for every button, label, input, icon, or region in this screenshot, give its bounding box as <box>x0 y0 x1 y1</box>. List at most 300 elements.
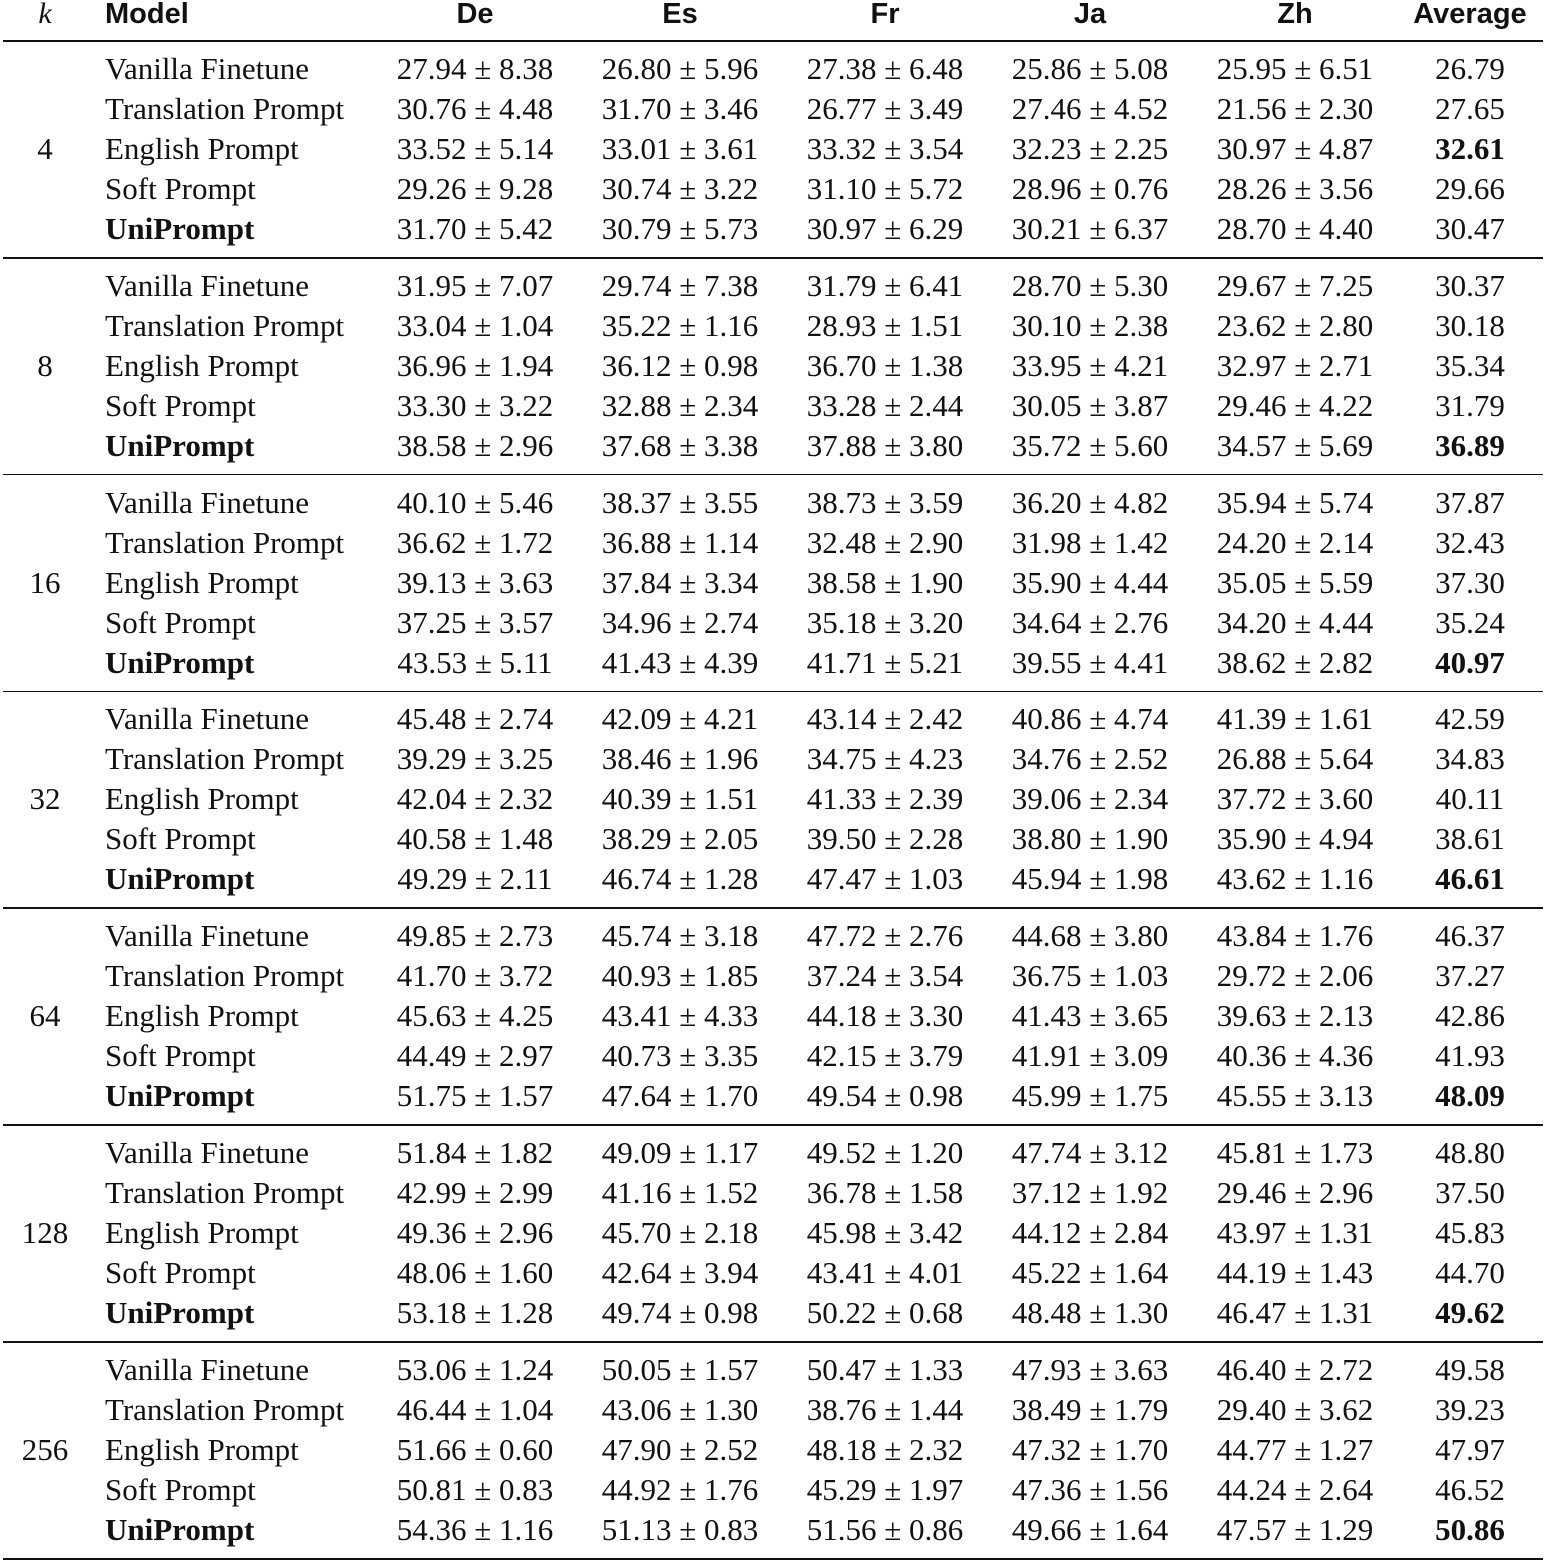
model-name: Translation Prompt <box>105 91 345 126</box>
group-separator <box>3 691 1543 693</box>
cell-es: 38.37 ± 3.55 <box>601 484 759 520</box>
cell-ja: 47.93 ± 3.63 <box>1011 1351 1169 1387</box>
cell-ja: 40.86 ± 4.74 <box>1011 701 1169 737</box>
cell-es: 29.74 ± 7.38 <box>601 267 759 303</box>
cell-es: 49.74 ± 0.98 <box>601 1295 759 1330</box>
cell-de: 54.36 ± 1.16 <box>396 1511 554 1547</box>
cell-ja: 39.55 ± 4.41 <box>1011 644 1169 680</box>
table-row <box>0 1350 1547 1390</box>
table-row <box>0 1213 1547 1253</box>
cell-ja: 39.06 ± 2.34 <box>1011 781 1169 817</box>
cell-zh: 25.95 ± 6.51 <box>1216 51 1374 86</box>
model-name: UniPrompt <box>105 1295 255 1330</box>
cell-fr: 38.58 ± 1.90 <box>806 564 964 600</box>
cell-average: 37.27 <box>1435 958 1505 994</box>
cell-fr: 31.79 ± 6.41 <box>806 267 964 303</box>
cell-es: 50.05 ± 1.57 <box>601 1351 759 1387</box>
cell-average: 34.83 <box>1435 741 1505 777</box>
cell-de: 40.10 ± 5.46 <box>396 484 554 520</box>
cell-ja: 28.70 ± 5.30 <box>1011 267 1169 303</box>
header-zh: Zh <box>1277 0 1313 30</box>
group-k-label: 128 <box>21 1215 69 1250</box>
cell-ja: 41.91 ± 3.09 <box>1011 1038 1169 1074</box>
cell-fr: 47.72 ± 2.76 <box>806 918 964 954</box>
table-row <box>0 306 1547 346</box>
model-name: Soft Prompt <box>105 387 256 423</box>
cell-ja: 38.80 ± 1.90 <box>1011 821 1169 857</box>
cell-average: 32.61 <box>1435 131 1505 166</box>
cell-fr: 48.18 ± 2.32 <box>806 1431 964 1467</box>
cell-de: 45.48 ± 2.74 <box>396 701 554 737</box>
cell-ja: 47.32 ± 1.70 <box>1011 1431 1169 1467</box>
model-name: Soft Prompt <box>105 1038 256 1074</box>
table-row <box>0 1430 1547 1470</box>
model-name: Translation Prompt <box>105 1175 345 1210</box>
cell-fr: 27.38 ± 6.48 <box>806 51 964 86</box>
group-separator <box>3 1124 1543 1126</box>
cell-zh: 30.97 ± 4.87 <box>1216 131 1374 166</box>
cell-es: 30.74 ± 3.22 <box>601 171 759 206</box>
group-k-label: 64 <box>29 998 61 1034</box>
cell-fr: 37.88 ± 3.80 <box>806 427 964 463</box>
cell-es: 35.22 ± 1.16 <box>601 307 759 343</box>
cell-es: 31.70 ± 3.46 <box>601 91 759 126</box>
group-k-label: 8 <box>37 347 53 383</box>
cell-zh: 29.46 ± 2.96 <box>1216 1175 1374 1210</box>
model-name: English Prompt <box>105 781 299 817</box>
cell-de: 44.49 ± 2.97 <box>396 1038 554 1074</box>
cell-fr: 45.98 ± 3.42 <box>806 1215 964 1250</box>
cell-de: 42.04 ± 2.32 <box>396 781 554 817</box>
cell-fr: 44.18 ± 3.30 <box>806 998 964 1034</box>
cell-zh: 32.97 ± 2.71 <box>1216 347 1374 383</box>
model-name: English Prompt <box>105 998 299 1034</box>
cell-average: 47.97 <box>1435 1431 1505 1467</box>
cell-fr: 43.41 ± 4.01 <box>806 1255 964 1290</box>
cell-average: 39.23 <box>1435 1391 1505 1427</box>
cell-average: 48.80 <box>1435 1135 1505 1170</box>
cell-average: 46.37 <box>1435 918 1505 954</box>
cell-fr: 49.52 ± 1.20 <box>806 1135 964 1170</box>
cell-zh: 45.81 ± 1.73 <box>1216 1135 1374 1170</box>
cell-es: 42.64 ± 3.94 <box>601 1255 759 1290</box>
cell-de: 42.99 ± 2.99 <box>396 1175 554 1210</box>
cell-zh: 43.84 ± 1.76 <box>1216 918 1374 954</box>
cell-de: 40.58 ± 1.48 <box>396 821 554 857</box>
cell-fr: 47.47 ± 1.03 <box>806 861 964 897</box>
cell-ja: 31.98 ± 1.42 <box>1011 524 1169 560</box>
cell-de: 49.29 ± 2.11 <box>397 861 553 897</box>
table-row <box>0 1510 1547 1550</box>
model-name: Vanilla Finetune <box>105 701 310 737</box>
cell-es: 34.96 ± 2.74 <box>601 604 759 640</box>
cell-fr: 42.15 ± 3.79 <box>806 1038 964 1074</box>
cell-de: 27.94 ± 8.38 <box>396 51 554 86</box>
cell-average: 41.93 <box>1435 1038 1505 1074</box>
cell-zh: 29.40 ± 3.62 <box>1216 1391 1374 1427</box>
cell-zh: 43.62 ± 1.16 <box>1216 861 1374 897</box>
cell-zh: 45.55 ± 3.13 <box>1216 1078 1374 1114</box>
cell-fr: 36.70 ± 1.38 <box>806 347 964 383</box>
cell-de: 29.26 ± 9.28 <box>396 171 554 206</box>
cell-ja: 38.49 ± 1.79 <box>1011 1391 1169 1427</box>
cell-es: 47.90 ± 2.52 <box>601 1431 759 1467</box>
group-separator <box>3 907 1543 909</box>
cell-zh: 34.57 ± 5.69 <box>1216 427 1374 463</box>
cell-average: 37.30 <box>1435 564 1505 600</box>
cell-zh: 24.20 ± 2.14 <box>1216 524 1374 560</box>
cell-de: 39.13 ± 3.63 <box>396 564 554 600</box>
cell-de: 36.96 ± 1.94 <box>396 347 554 383</box>
header-es: Es <box>662 0 698 30</box>
cell-es: 45.74 ± 3.18 <box>601 918 759 954</box>
table-row <box>0 1293 1547 1333</box>
cell-zh: 47.57 ± 1.29 <box>1216 1511 1374 1547</box>
cell-fr: 41.71 ± 5.21 <box>806 644 964 680</box>
table-row <box>0 996 1547 1036</box>
cell-zh: 46.40 ± 2.72 <box>1216 1351 1374 1387</box>
cell-average: 35.34 <box>1435 347 1505 383</box>
group-k-label: 16 <box>29 564 61 600</box>
table-row <box>0 859 1547 899</box>
cell-de: 38.58 ± 2.96 <box>396 427 554 463</box>
cell-average: 50.86 <box>1435 1511 1505 1547</box>
cell-average: 48.09 <box>1435 1078 1505 1114</box>
cell-average: 40.11 <box>1435 781 1505 817</box>
model-name: English Prompt <box>105 347 299 383</box>
cell-zh: 26.88 ± 5.64 <box>1216 741 1374 777</box>
cell-ja: 34.76 ± 2.52 <box>1011 741 1169 777</box>
cell-fr: 26.77 ± 3.49 <box>806 91 964 126</box>
cell-fr: 43.14 ± 2.42 <box>806 701 964 737</box>
cell-average: 46.61 <box>1435 861 1505 897</box>
model-name: Translation Prompt <box>105 741 345 777</box>
cell-ja: 35.72 ± 5.60 <box>1011 427 1169 463</box>
bottom-rule <box>3 1558 1543 1560</box>
cell-es: 46.74 ± 1.28 <box>601 861 759 897</box>
cell-average: 49.62 <box>1435 1295 1505 1330</box>
cell-ja: 41.43 ± 3.65 <box>1011 998 1169 1034</box>
model-name: Soft Prompt <box>105 821 256 857</box>
cell-ja: 30.10 ± 2.38 <box>1011 307 1169 343</box>
model-name: Vanilla Finetune <box>105 484 310 520</box>
cell-fr: 34.75 ± 4.23 <box>806 741 964 777</box>
cell-average: 36.89 <box>1435 427 1505 463</box>
cell-zh: 37.72 ± 3.60 <box>1216 781 1374 817</box>
table-row <box>0 209 1547 249</box>
model-name: UniPrompt <box>105 861 255 897</box>
model-name: UniPrompt <box>105 427 255 463</box>
cell-ja: 28.96 ± 0.76 <box>1011 171 1169 206</box>
table-row <box>0 523 1547 563</box>
table-row <box>0 49 1547 89</box>
cell-zh: 46.47 ± 1.31 <box>1216 1295 1374 1330</box>
cell-es: 44.92 ± 1.76 <box>601 1471 759 1507</box>
cell-ja: 33.95 ± 4.21 <box>1011 347 1169 383</box>
cell-zh: 23.62 ± 2.80 <box>1216 307 1374 343</box>
cell-average: 35.24 <box>1435 604 1505 640</box>
cell-fr: 39.50 ± 2.28 <box>806 821 964 857</box>
cell-de: 37.25 ± 3.57 <box>396 604 554 640</box>
cell-ja: 49.66 ± 1.64 <box>1011 1511 1169 1547</box>
cell-fr: 50.47 ± 1.33 <box>806 1351 964 1387</box>
table-row <box>0 386 1547 426</box>
cell-zh: 44.19 ± 1.43 <box>1216 1255 1374 1290</box>
model-name: English Prompt <box>105 1431 299 1467</box>
cell-de: 49.36 ± 2.96 <box>396 1215 554 1250</box>
cell-ja: 44.68 ± 3.80 <box>1011 918 1169 954</box>
cell-ja: 27.46 ± 4.52 <box>1011 91 1169 126</box>
cell-de: 33.30 ± 3.22 <box>396 387 554 423</box>
cell-de: 41.70 ± 3.72 <box>396 958 554 994</box>
cell-ja: 47.36 ± 1.56 <box>1011 1471 1169 1507</box>
table-row <box>0 643 1547 683</box>
cell-fr: 36.78 ± 1.58 <box>806 1175 964 1210</box>
cell-es: 38.29 ± 2.05 <box>601 821 759 857</box>
cell-zh: 44.24 ± 2.64 <box>1216 1471 1374 1507</box>
cell-zh: 35.05 ± 5.59 <box>1216 564 1374 600</box>
header-k: k <box>38 0 52 30</box>
cell-fr: 41.33 ± 2.39 <box>806 781 964 817</box>
group-separator <box>3 1341 1543 1343</box>
cell-es: 51.13 ± 0.83 <box>601 1511 759 1547</box>
cell-es: 37.84 ± 3.34 <box>601 564 759 600</box>
header-de: De <box>456 0 494 30</box>
cell-zh: 34.20 ± 4.44 <box>1216 604 1374 640</box>
cell-es: 32.88 ± 2.34 <box>601 387 759 423</box>
cell-de: 31.70 ± 5.42 <box>396 211 554 246</box>
model-name: UniPrompt <box>105 1078 255 1114</box>
cell-fr: 31.10 ± 5.72 <box>806 171 964 206</box>
table-row <box>0 1390 1547 1430</box>
cell-de: 51.84 ± 1.82 <box>396 1135 554 1170</box>
cell-fr: 50.22 ± 0.68 <box>806 1295 964 1330</box>
cell-average: 26.79 <box>1435 51 1505 86</box>
cell-ja: 32.23 ± 2.25 <box>1011 131 1169 166</box>
cell-fr: 33.32 ± 3.54 <box>806 131 964 166</box>
cell-zh: 43.97 ± 1.31 <box>1216 1215 1374 1250</box>
cell-de: 48.06 ± 1.60 <box>396 1255 554 1290</box>
cell-fr: 33.28 ± 2.44 <box>806 387 964 423</box>
cell-es: 45.70 ± 2.18 <box>601 1215 759 1250</box>
cell-ja: 30.05 ± 3.87 <box>1011 387 1169 423</box>
cell-es: 37.68 ± 3.38 <box>601 427 759 463</box>
cell-de: 53.18 ± 1.28 <box>396 1295 554 1330</box>
cell-average: 30.18 <box>1435 307 1505 343</box>
cell-es: 41.43 ± 4.39 <box>601 644 759 680</box>
cell-de: 33.04 ± 1.04 <box>396 307 554 343</box>
cell-average: 40.97 <box>1435 644 1505 680</box>
group-k-label: 4 <box>37 131 53 166</box>
cell-zh: 35.90 ± 4.94 <box>1216 821 1374 857</box>
table-row <box>0 346 1547 386</box>
cell-es: 26.80 ± 5.96 <box>601 51 759 86</box>
header-average: Average <box>1413 0 1527 30</box>
cell-zh: 29.67 ± 7.25 <box>1216 267 1374 303</box>
table-row <box>0 699 1547 739</box>
table-row <box>0 563 1547 603</box>
cell-ja: 45.99 ± 1.75 <box>1011 1078 1169 1114</box>
model-name: UniPrompt <box>105 1511 255 1547</box>
cell-average: 42.59 <box>1435 701 1505 737</box>
cell-fr: 37.24 ± 3.54 <box>806 958 964 994</box>
cell-de: 43.53 ± 5.11 <box>397 644 553 680</box>
cell-es: 43.06 ± 1.30 <box>601 1391 759 1427</box>
cell-de: 45.63 ± 4.25 <box>396 998 554 1034</box>
cell-es: 43.41 ± 4.33 <box>601 998 759 1034</box>
cell-de: 33.52 ± 5.14 <box>396 131 554 166</box>
cell-ja: 30.21 ± 6.37 <box>1011 211 1169 246</box>
cell-zh: 38.62 ± 2.82 <box>1216 644 1374 680</box>
cell-de: 46.44 ± 1.04 <box>396 1391 554 1427</box>
cell-fr: 30.97 ± 6.29 <box>806 211 964 246</box>
model-name: Translation Prompt <box>105 524 345 560</box>
cell-de: 49.85 ± 2.73 <box>396 918 554 954</box>
cell-es: 42.09 ± 4.21 <box>601 701 759 737</box>
cell-zh: 28.70 ± 4.40 <box>1216 211 1374 246</box>
cell-ja: 25.86 ± 5.08 <box>1011 51 1169 86</box>
cell-es: 36.12 ± 0.98 <box>601 347 759 383</box>
table-row <box>0 89 1547 129</box>
model-name: Translation Prompt <box>105 1391 345 1427</box>
cell-zh: 40.36 ± 4.36 <box>1216 1038 1374 1074</box>
model-name: Soft Prompt <box>105 1255 256 1290</box>
table-row <box>0 1253 1547 1293</box>
table-row <box>0 169 1547 209</box>
table-row <box>0 483 1547 523</box>
table-row <box>0 916 1547 956</box>
cell-ja: 36.75 ± 1.03 <box>1011 958 1169 994</box>
header-ja: Ja <box>1073 0 1107 30</box>
cell-zh: 39.63 ± 2.13 <box>1216 998 1374 1034</box>
table-row <box>0 129 1547 169</box>
table-row <box>0 819 1547 859</box>
cell-fr: 38.76 ± 1.44 <box>806 1391 964 1427</box>
header-rule <box>3 40 1543 42</box>
cell-ja: 44.12 ± 2.84 <box>1011 1215 1169 1250</box>
cell-fr: 28.93 ± 1.51 <box>806 307 964 343</box>
cell-de: 36.62 ± 1.72 <box>396 524 554 560</box>
table-row <box>0 603 1547 643</box>
model-name: English Prompt <box>105 131 299 166</box>
header-fr: Fr <box>870 0 900 30</box>
model-name: Soft Prompt <box>105 171 256 206</box>
cell-es: 40.93 ± 1.85 <box>601 958 759 994</box>
table-row <box>0 779 1547 819</box>
model-name: Vanilla Finetune <box>105 1351 310 1387</box>
model-name: Soft Prompt <box>105 604 256 640</box>
table-row <box>0 1133 1547 1173</box>
header-model: Model <box>105 0 189 30</box>
cell-average: 37.87 <box>1435 484 1505 520</box>
model-name: Soft Prompt <box>105 1471 256 1507</box>
cell-de: 51.75 ± 1.57 <box>396 1078 554 1114</box>
cell-zh: 28.26 ± 3.56 <box>1216 171 1374 206</box>
cell-fr: 32.48 ± 2.90 <box>806 524 964 560</box>
cell-ja: 45.94 ± 1.98 <box>1011 861 1169 897</box>
cell-ja: 48.48 ± 1.30 <box>1011 1295 1169 1330</box>
header-row <box>0 0 1547 34</box>
model-name: Translation Prompt <box>105 307 345 343</box>
cell-zh: 41.39 ± 1.61 <box>1216 701 1374 737</box>
cell-ja: 37.12 ± 1.92 <box>1011 1175 1169 1210</box>
cell-de: 50.81 ± 0.83 <box>396 1471 554 1507</box>
group-k-label: 256 <box>21 1431 69 1467</box>
cell-zh: 29.72 ± 2.06 <box>1216 958 1374 994</box>
cell-es: 36.88 ± 1.14 <box>601 524 759 560</box>
table-row <box>0 266 1547 306</box>
cell-es: 40.73 ± 3.35 <box>601 1038 759 1074</box>
cell-zh: 44.77 ± 1.27 <box>1216 1431 1374 1467</box>
cell-zh: 35.94 ± 5.74 <box>1216 484 1374 520</box>
cell-de: 53.06 ± 1.24 <box>396 1351 554 1387</box>
cell-average: 49.58 <box>1435 1351 1505 1387</box>
table-row <box>0 1173 1547 1213</box>
cell-de: 31.95 ± 7.07 <box>396 267 554 303</box>
cell-zh: 29.46 ± 4.22 <box>1216 387 1374 423</box>
model-name: English Prompt <box>105 564 299 600</box>
cell-es: 41.16 ± 1.52 <box>601 1175 759 1210</box>
table-row <box>0 956 1547 996</box>
cell-es: 40.39 ± 1.51 <box>601 781 759 817</box>
table-row <box>0 1076 1547 1116</box>
cell-average: 44.70 <box>1435 1255 1505 1290</box>
cell-de: 39.29 ± 3.25 <box>396 741 554 777</box>
cell-es: 30.79 ± 5.73 <box>601 211 759 246</box>
cell-es: 33.01 ± 3.61 <box>601 131 759 166</box>
cell-ja: 34.64 ± 2.76 <box>1011 604 1169 640</box>
model-name: Vanilla Finetune <box>105 918 310 954</box>
cell-average: 30.47 <box>1435 211 1505 246</box>
model-name: Translation Prompt <box>105 958 345 994</box>
model-name: UniPrompt <box>105 644 255 680</box>
cell-fr: 51.56 ± 0.86 <box>806 1511 964 1547</box>
cell-es: 49.09 ± 1.17 <box>601 1135 759 1170</box>
cell-ja: 36.20 ± 4.82 <box>1011 484 1169 520</box>
cell-average: 37.50 <box>1435 1175 1505 1210</box>
cell-average: 27.65 <box>1435 91 1505 126</box>
table-row <box>0 426 1547 466</box>
table-row <box>0 739 1547 779</box>
cell-average: 30.37 <box>1435 267 1505 303</box>
model-name: Vanilla Finetune <box>105 1135 310 1170</box>
group-k-label: 32 <box>29 781 61 817</box>
cell-average: 42.86 <box>1435 998 1505 1034</box>
group-separator <box>3 474 1543 476</box>
cell-zh: 21.56 ± 2.30 <box>1216 91 1374 126</box>
cell-fr: 45.29 ± 1.97 <box>806 1471 964 1507</box>
cell-es: 47.64 ± 1.70 <box>601 1078 759 1114</box>
cell-es: 38.46 ± 1.96 <box>601 741 759 777</box>
cell-fr: 35.18 ± 3.20 <box>806 604 964 640</box>
table-row <box>0 1036 1547 1076</box>
group-separator <box>3 257 1543 259</box>
model-name: Vanilla Finetune <box>105 51 310 86</box>
model-name: Vanilla Finetune <box>105 267 310 303</box>
cell-de: 51.66 ± 0.60 <box>396 1431 554 1467</box>
model-name: English Prompt <box>105 1215 299 1250</box>
cell-average: 29.66 <box>1435 171 1505 206</box>
cell-fr: 38.73 ± 3.59 <box>806 484 964 520</box>
cell-ja: 47.74 ± 3.12 <box>1011 1135 1169 1170</box>
cell-ja: 45.22 ± 1.64 <box>1011 1255 1169 1290</box>
cell-de: 30.76 ± 4.48 <box>396 91 554 126</box>
cell-average: 45.83 <box>1435 1215 1505 1250</box>
cell-ja: 35.90 ± 4.44 <box>1011 564 1169 600</box>
cell-average: 38.61 <box>1435 821 1505 857</box>
model-name: UniPrompt <box>105 211 255 246</box>
cell-average: 46.52 <box>1435 1471 1505 1507</box>
